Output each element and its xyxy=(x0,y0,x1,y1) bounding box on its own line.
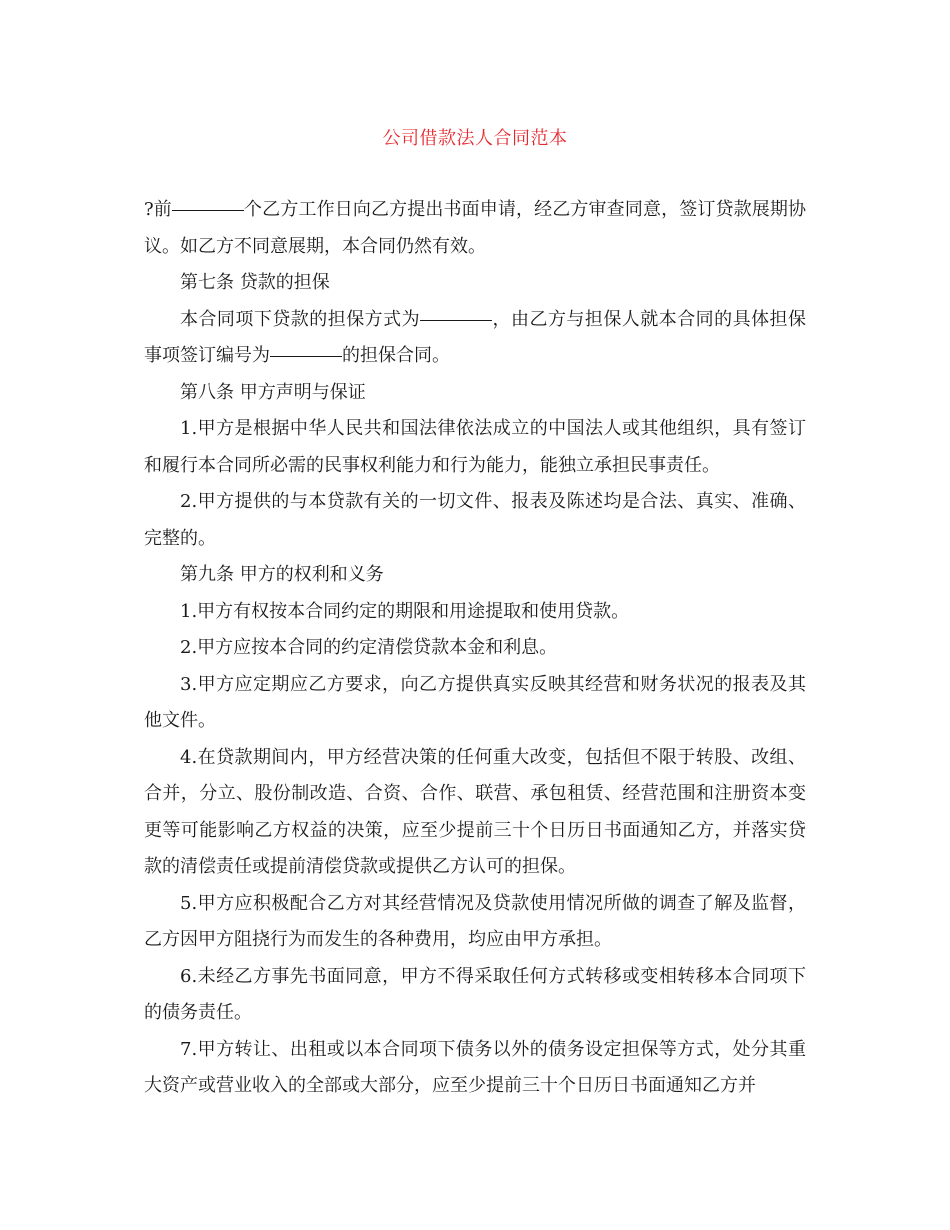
article-8-heading: 第八条 甲方声明与保证 xyxy=(180,381,366,403)
fill-in-blank xyxy=(270,355,342,357)
article-9-item-7: 7.甲方转让、出租或以本合同项下债务以外的债务设定担保等方式，处分其重大资产或营业收入的全部或大部分，应至少提前三十个日历日书面通知乙方并 xyxy=(144,1038,806,1096)
text-fragment: ，由乙方与担保人就本合同的具体担保事项签订编号为 xyxy=(144,308,807,366)
fill-in-blank xyxy=(172,209,244,211)
fill-in-blank xyxy=(420,319,492,321)
article-9-item-4: 4.在贷款期间内，甲方经营决策的任何重大改变，包括但不限于转股、改组、合并，分立、股份制改造、合资、合作、联营、承包租赁、经营范围和注册资本变更等可能影响乙方权益的决策，应至少提前三十个日历日书面通知乙方，并落实贷款的清偿责任或提前清偿贷款或提供乙方认可的担保。 xyxy=(144,746,806,877)
article-9-item-2: 2.甲方应按本合同的约定清偿贷款本金和利息。 xyxy=(180,637,558,658)
article-9-item-6: 6.未经乙方事先书面同意，甲方不得采取任何方式转移或变相转移本合同项下的债务责任。 xyxy=(144,965,806,1023)
document-title: 公司借款法人合同范本 xyxy=(382,128,568,149)
text-fragment: 的担保合同。 xyxy=(342,345,450,366)
text-fragment: 本合同项下贷款的担保方式为 xyxy=(180,308,421,330)
document-body xyxy=(144,192,806,1105)
article-9-item-5: 5.甲方应积极配合乙方对其经营情况及贷款使用情况所做的调查了解及监督，乙方因甲方阻挠行为而发生的各种费用，均应由甲方承担。 xyxy=(144,892,806,950)
article-7-heading: 第七条 贷款的担保 xyxy=(180,272,330,293)
article-8-item-1: 1.甲方是根据中华人民共和国法律依法成立的中国法人或其他组织，具有签订和履行本合同所必需的民事权利能力和行为能力，能独立承担民事责任。 xyxy=(144,418,806,476)
article-9-item-1: 1.甲方有权按本合同约定的期限和用途提取和使用贷款。 xyxy=(180,600,630,622)
article-9-heading: 第九条 甲方的权利和义务 xyxy=(180,564,384,585)
article-7-guarantee xyxy=(144,302,806,375)
article-9-item-3: 3.甲方应定期应乙方要求，向乙方提供真实反映其经营和财务状况的报表及其他文件。 xyxy=(144,673,806,731)
article-8-item-2: 2.甲方提供的与本贷款有关的一切文件、报表及陈述均是合法、真实、准确、完整的。 xyxy=(144,491,806,549)
paragraph-extension-request xyxy=(144,192,806,265)
text-fragment: 个乙方工作日向乙方提出书面申请，经乙方审查同意，签订贷款展期协议。如乙方不同意展期，本合同仍然有效。 xyxy=(144,199,806,257)
text-fragment: ?前 xyxy=(144,199,172,220)
